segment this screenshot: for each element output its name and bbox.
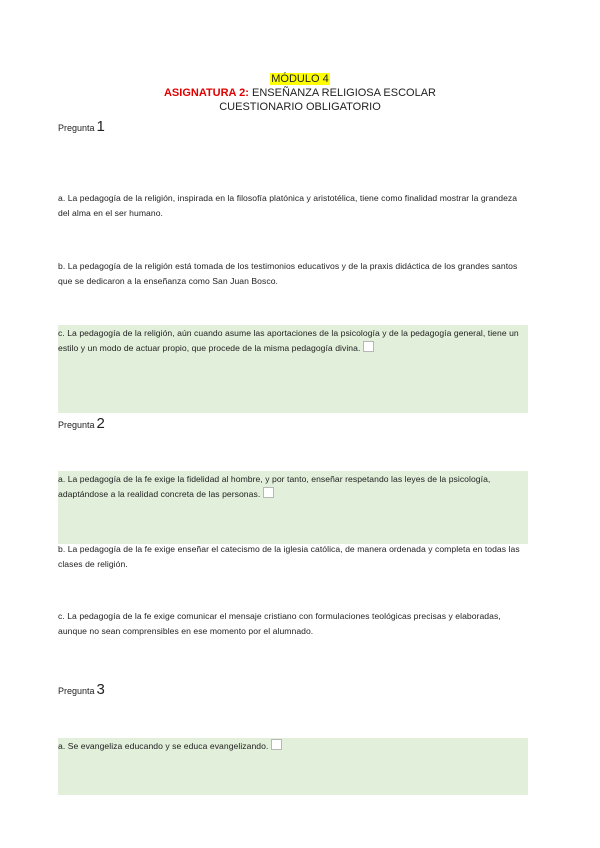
question-2-label [58, 415, 105, 432]
option-text: c. La pedagogía de la fe exige comunicar el mensaje cristiano con formulaciones teológicas precisas y elaboradas, aunque no sean comprensibles en ese momento por el alumnado. [58, 611, 501, 636]
checkbox[interactable] [363, 341, 374, 352]
quiz-subtitle: CUESTIONARIO OBLIGATORIO [219, 101, 381, 113]
module-title: MÓDULO 4 [271, 73, 329, 85]
document-header [0, 72, 600, 114]
question-1-option-b[interactable] [58, 259, 528, 289]
question-3-label [58, 681, 105, 698]
option-text: b. La pedagogía de la fe exige enseñar el catecismo de la iglesia católica, de manera ordenada y completa en todas las clases de religión. [58, 544, 520, 569]
question-label-text: Pregunta [58, 123, 95, 133]
question-1-option-c-selected[interactable] [58, 325, 528, 413]
question-number: 2 [96, 415, 105, 432]
question-1-option-a[interactable] [58, 191, 528, 221]
question-label-text: Pregunta [58, 686, 95, 696]
question-2-option-c[interactable] [58, 609, 528, 639]
option-text: a. La pedagogía de la religión, inspirada en la filosofía platónica y aristotélica, tiene como finalidad mostrar la grandeza del alma en el ser humano. [58, 193, 518, 218]
option-text: b. La pedagogía de la religión está tomada de los testimonios educativos y de la praxis didáctica de los grandes santos que se dedicaron a la enseñanza como San Juan Bosco. [58, 261, 518, 286]
subject-name: ENSEÑANZA RELIGIOSA ESCOLAR [252, 87, 437, 99]
checkbox[interactable] [271, 739, 282, 750]
question-number: 1 [96, 118, 105, 135]
question-3-option-a-selected[interactable] [58, 738, 528, 795]
option-text: a. La pedagogía de la fe exige la fidelidad al hombre, y por tanto, enseñar respetando las leyes de la psicología, adaptándose a la realidad concreta de las personas. [58, 474, 491, 499]
question-2-option-a-selected[interactable] [58, 471, 528, 544]
option-text: a. Se evangeliza educando y se educa evangelizando. [58, 741, 269, 751]
subject-label: ASIGNATURA 2: [163, 87, 249, 99]
question-number: 3 [96, 681, 105, 698]
checkbox[interactable] [263, 487, 274, 498]
question-2-option-b[interactable] [58, 542, 528, 572]
question-1-label [58, 118, 105, 135]
question-label-text: Pregunta [58, 420, 95, 430]
option-text: c. La pedagogía de la religión, aún cuando asume las aportaciones de la psicología y de la pedagogía general, tiene un estilo y un modo de actuar propio, que procede de la misma pedagogía divina. [58, 328, 519, 353]
